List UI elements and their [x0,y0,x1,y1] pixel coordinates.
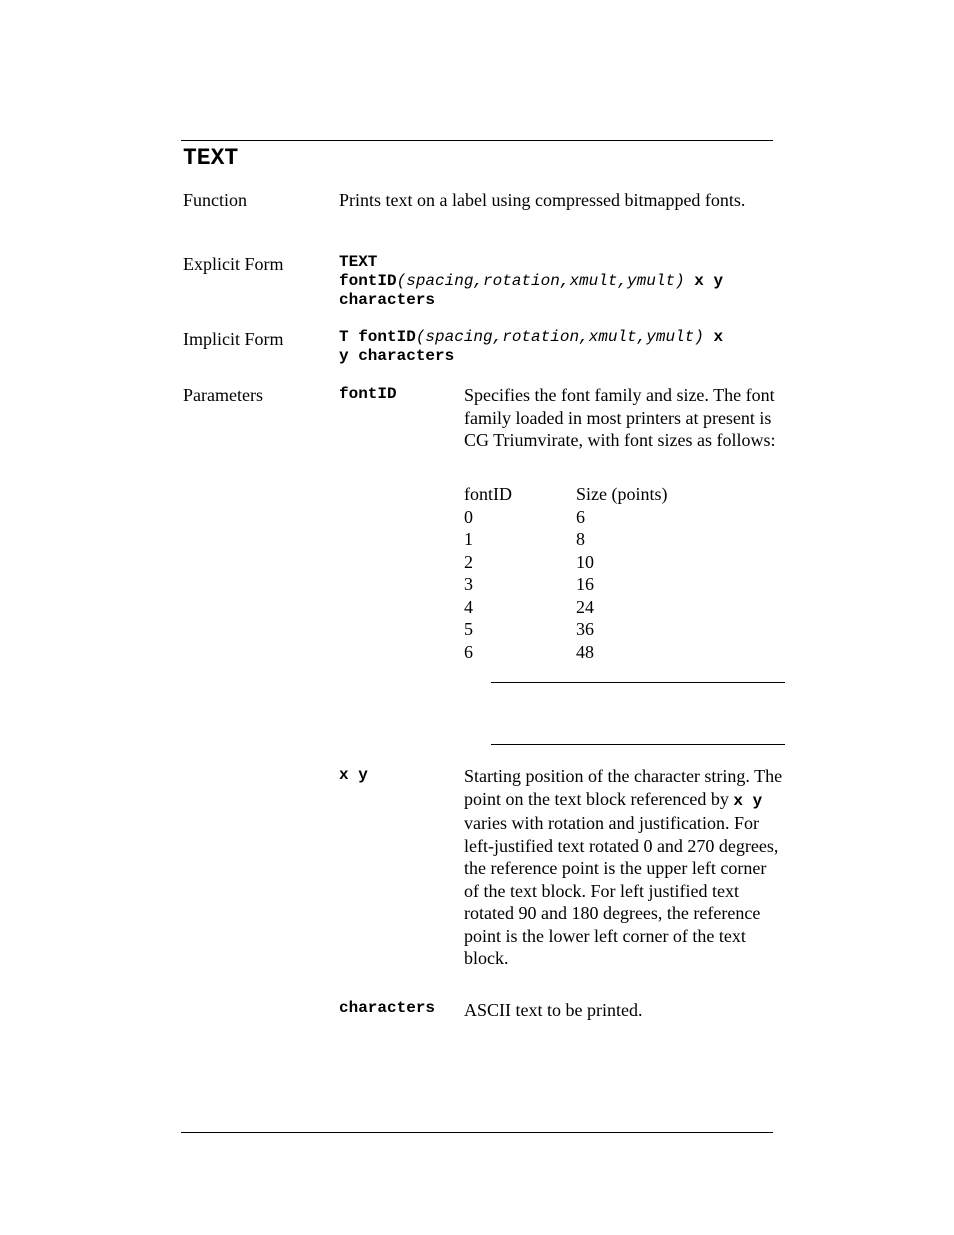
table-row [464,641,668,664]
explicit-form-args: (spacing,rotation,xmult,ymult) [396,272,685,290]
table-row [464,528,668,551]
implicit-form-x: x [703,328,724,346]
param-xy-desc-code: x y [733,791,763,810]
param-fontid-desc: Specifies the font family and size. The font family loaded in most printers at present is CG Triumvirate, with font sizes as follows: [464,385,776,450]
param-characters-name: characters [339,999,436,1017]
implicit-form-args: (spacing,rotation,xmult,ymult) [415,328,704,346]
table-header-row [464,483,668,506]
explicit-form-label: Explicit Form [183,254,284,274]
table-cell-fontid: 1 [464,529,473,549]
table-cell-fontid: 5 [464,619,473,639]
explicit-form-syntax [339,253,789,310]
table-row [464,596,668,619]
table-row [464,618,668,641]
table-header-fontid: fontID [464,484,512,504]
param-fontid-name: fontID [339,385,397,403]
param-xy-name: x y [339,766,368,784]
table-cell-size: 16 [576,574,594,594]
explicit-form-xy: x y [684,272,724,290]
table-cell-size: 10 [576,551,594,572]
parameters-label: Parameters [183,385,263,405]
implicit-form-cmd: T fontID [339,328,416,346]
table-cell-fontid: 6 [464,641,473,662]
note-rule-bottom [491,744,785,745]
function-text: Prints text on a label using compressed bitmapped fonts. [339,190,746,210]
table-row [464,506,668,529]
table-cell-size: 36 [576,619,594,639]
implicit-form-line2: y characters [339,347,455,365]
param-characters-desc: ASCII text to be printed. [464,1000,643,1020]
table-cell-fontid: 4 [464,596,473,617]
table-row [464,573,668,596]
table-row [464,551,668,574]
table-cell-size: 6 [576,506,585,527]
table-cell-size: 24 [576,596,594,617]
table-cell-fontid: 3 [464,574,473,594]
implicit-form-syntax [339,328,789,366]
param-xy-desc-after: varies with rotation and justification. For left-justified text rotated 0 and 270 degrees, the reference point is the upper left corner of the text block. For left justified text rotated 90 and 180 degrees, the reference point is the lower left corner of the text block. [464,813,779,968]
param-xy-desc-before: Starting position of the character string. The point on the text block referenced by [464,766,783,809]
page-title: TEXT [183,145,239,171]
note-rule-top [491,682,785,683]
top-rule [181,140,773,141]
function-label: Function [183,190,248,210]
table-cell-size: 8 [576,529,585,549]
font-size-table [464,483,668,663]
explicit-form-line3: characters [339,291,436,309]
bottom-rule [181,1132,773,1133]
table-cell-fontid: 2 [464,551,473,572]
explicit-form-line1: TEXT [339,253,378,271]
param-xy-desc [464,765,784,970]
table-cell-size: 48 [576,641,594,662]
table-cell-fontid: 0 [464,506,473,527]
table-header-size: Size (points) [576,484,668,504]
implicit-form-label: Implicit Form [183,329,284,349]
explicit-form-cmd: fontID [339,272,397,290]
